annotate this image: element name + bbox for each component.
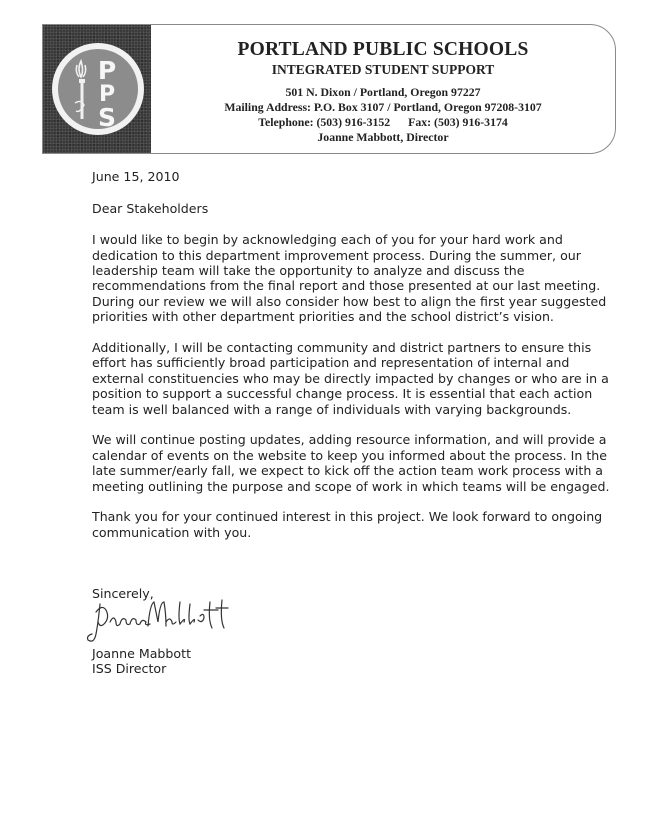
logo-letter-p1: P bbox=[97, 56, 117, 85]
paragraph: Additionally, I will be contacting community and district partners to ensure this effort has sufficiently broad participation and representation of internal and external constituencies who may be directly impacted by changes or who are in a position to support a successful change process. It is essential that each action team is well balanced with a range of individuals with varying backgrounds. bbox=[92, 340, 609, 417]
signer-name: Joanne Mabbott bbox=[92, 645, 192, 661]
letterhead-text bbox=[151, 25, 615, 153]
closing: Sincerely, bbox=[92, 586, 154, 602]
director-line: Joanne Mabbott, Director bbox=[317, 130, 449, 144]
department-name: INTEGRATED STUDENT SUPPORT bbox=[271, 62, 495, 77]
mailing-address: Mailing Address: P.O. Box 3107 / Portland, Oregon 97208-3107 bbox=[224, 100, 542, 114]
salutation: Dear Stakeholders bbox=[92, 201, 209, 217]
paragraph: We will continue posting updates, adding resource information, and will provide a calendar of events on the website to keep you informed about the process. In the late summer/early fall, we expect to kick off the action team work process with a meeting outlining the purpose and scope of work in which teams will be engaged. bbox=[92, 432, 610, 494]
letter-date: June 15, 2010 bbox=[92, 169, 180, 184]
letter-body bbox=[92, 169, 612, 677]
telephone: Telephone: (503) 916-3152 bbox=[258, 115, 391, 129]
street-address: 501 N. Dixon / Portland, Oregon 97227 bbox=[285, 85, 481, 99]
signer-title: ISS Director bbox=[92, 661, 167, 677]
paragraph: Thank you for your continued interest in this project. We look forward to ongoing communication with you. bbox=[92, 509, 603, 540]
logo-panel bbox=[43, 25, 151, 153]
pps-logo-icon bbox=[49, 39, 147, 139]
logo-letter-p2: P bbox=[98, 82, 116, 107]
phone-fax-line bbox=[151, 115, 615, 130]
organization-name: PORTLAND PUBLIC SCHOOLS bbox=[237, 39, 529, 60]
contact-block bbox=[151, 85, 615, 145]
fax: Fax: (503) 916-3174 bbox=[408, 115, 508, 129]
signature bbox=[92, 602, 612, 646]
letterhead bbox=[42, 24, 616, 154]
logo-letter-s: S bbox=[97, 103, 117, 132]
paragraph: I would like to begin by acknowledging each of you for your hard work and dedication to this department improvement process. During the summer, our leadership team will take the opportunity to analyze and discuss the recommendations from the final report and those presented at our last meeting. During our review we will also consider how best to align the first year suggested priorities with other department priorities and the school district’s vision. bbox=[92, 232, 607, 325]
handwritten-signature bbox=[86, 598, 256, 650]
